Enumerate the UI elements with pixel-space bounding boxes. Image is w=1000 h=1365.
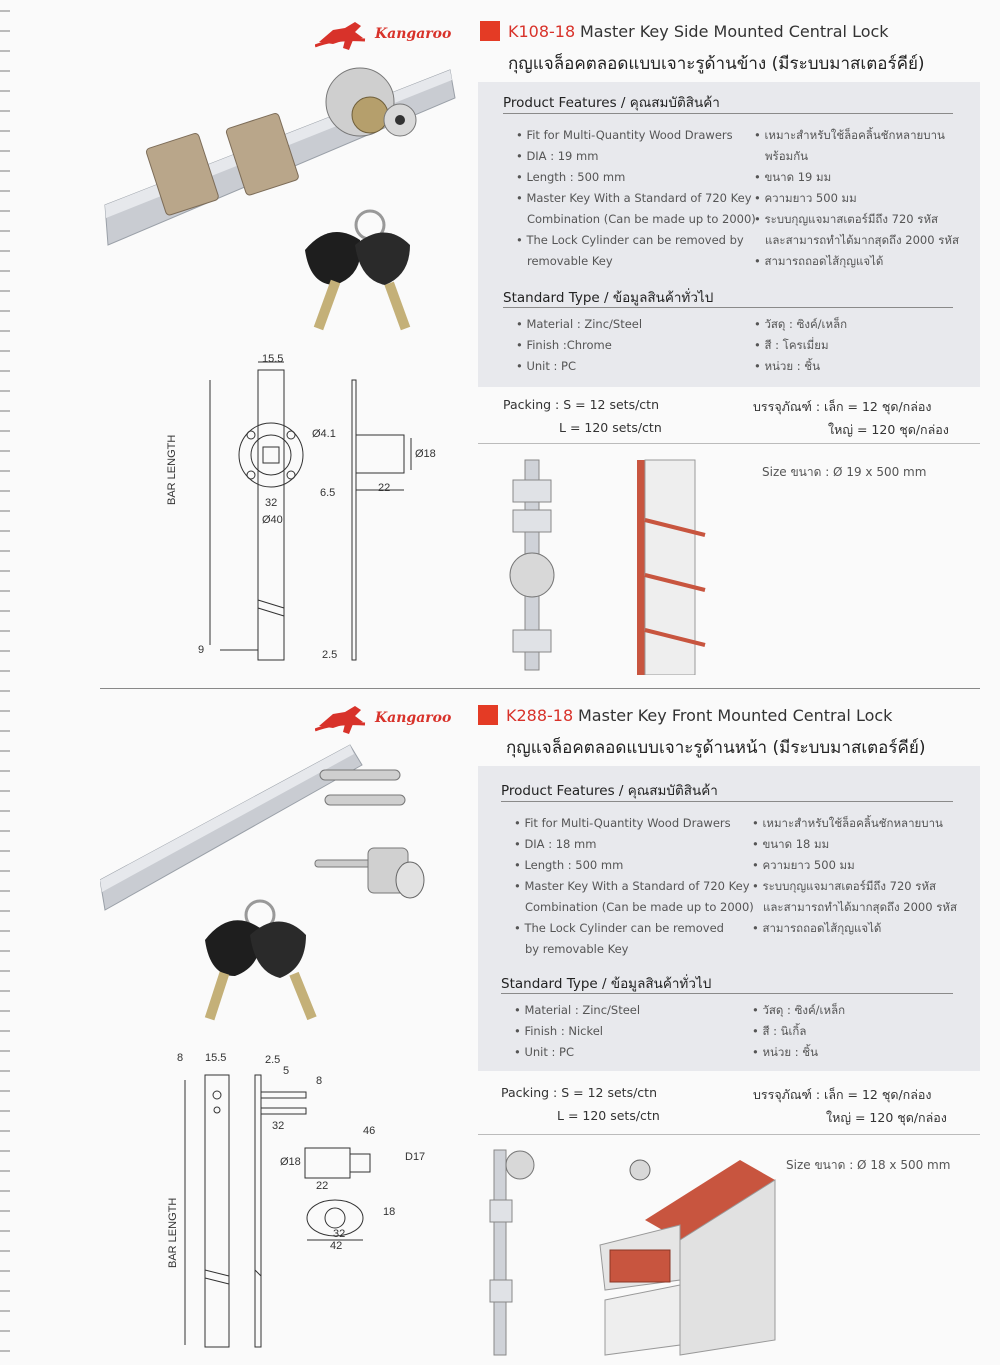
list-item: • เหมาะสำหรับใช้ล็อคลิ้นชักหลายบาน xyxy=(754,128,945,142)
dim-label: 18 xyxy=(383,1206,396,1218)
product-marker xyxy=(480,21,500,41)
list-item: • Fit for Multi-Quantity Wood Drawers xyxy=(514,816,731,830)
list-item: • วัสดุ : ซิงค์/เหล็ก xyxy=(752,1003,846,1017)
dim-label: 8 xyxy=(316,1075,323,1087)
features-heading: Product Features / คุณสมบัติสินค้า xyxy=(503,95,720,111)
list-item: • Length : 500 mm xyxy=(516,170,626,184)
list-item: • สามารถถอดไส้กุญแจได้ xyxy=(754,254,884,268)
list-item: • Unit : PC xyxy=(514,1045,574,1059)
list-item: • Finish : Nickel xyxy=(514,1024,604,1038)
technical-drawing xyxy=(170,1050,440,1355)
heading-rule xyxy=(503,113,953,114)
dim-label: Ø18 xyxy=(415,448,436,460)
heading-rule xyxy=(503,307,953,308)
packing-small: Packing : S = 12 sets/ctn xyxy=(501,1085,657,1100)
list-item: • Master Key With a Standard of 720 Key xyxy=(514,879,750,893)
packing-small-thai: บรรจุภัณฑ์ : เล็ก = 12 ชุด/กล่อง xyxy=(753,1087,932,1102)
list-item: และสามารถทำได้มากสุดถึง 2000 รหัส xyxy=(754,233,959,247)
dim-label: 8 xyxy=(177,1052,184,1064)
product-title: Master Key Side Mounted Central Lock xyxy=(580,22,889,41)
installation-illustration xyxy=(495,450,765,675)
dim-label: D17 xyxy=(405,1151,426,1163)
dim-label: 42 xyxy=(330,1240,343,1252)
dim-label: Ø40 xyxy=(262,514,283,526)
brand-name: Kangaroo xyxy=(375,710,452,726)
list-item: • หน่วย : ชิ้น xyxy=(752,1045,818,1059)
packing-large-thai: ใหญ่ = 120 ชุด/กล่อง xyxy=(826,1110,947,1125)
list-item: • ความยาว 500 มม xyxy=(752,858,855,872)
features-list-th xyxy=(752,813,974,939)
features-list-th xyxy=(754,125,974,272)
list-item: พร้อมกัน xyxy=(754,149,809,163)
product-code: K108-18 xyxy=(508,22,576,41)
product-code: K288-18 xyxy=(506,706,574,725)
packing-large: L = 120 sets/ctn xyxy=(557,1108,660,1123)
dim-label: Ø4.1 xyxy=(312,428,336,440)
list-item: • ระบบกุญแจมาสเตอร์มีถึง 720 รหัส xyxy=(754,212,939,226)
list-item: • เหมาะสำหรับใช้ล็อคลิ้นชักหลายบาน xyxy=(752,816,943,830)
list-item: • สี : โครเมี่ยม xyxy=(754,338,829,352)
list-item: Combination (Can be made up to 2000) xyxy=(514,900,754,914)
heading-rule xyxy=(501,801,953,802)
list-item: • Unit : PC xyxy=(516,359,576,373)
list-item: • Fit for Multi-Quantity Wood Drawers xyxy=(516,128,733,142)
product-photo xyxy=(100,740,460,1030)
heading-rule xyxy=(501,993,953,994)
list-item: • Length : 500 mm xyxy=(514,858,624,872)
product-marker xyxy=(478,705,498,725)
list-item: • DIA : 19 mm xyxy=(516,149,599,163)
standard-heading: Standard Type / ข้อมูลสินค้าทั่วไป xyxy=(503,290,714,306)
packing-small-thai: บรรจุภัณฑ์ : เล็ก = 12 ชุด/กล่อง xyxy=(753,399,932,414)
dim-label: 32 xyxy=(265,497,278,509)
packing-large-thai: ใหญ่ = 120 ชุด/กล่อง xyxy=(828,422,949,437)
list-item: • ความยาว 500 มม xyxy=(754,191,857,205)
product-title-thai: กุญแจล็อคตลอดแบบเจาะรูด้านหน้า (มีระบบมาสเตอร์คีย์) xyxy=(506,738,926,758)
features-list-en xyxy=(514,813,754,960)
dim-label: 22 xyxy=(378,482,391,494)
features-list-en xyxy=(516,125,756,272)
list-item: • Master Key With a Standard of 720 Key xyxy=(516,191,752,205)
standard-list-en xyxy=(514,1000,754,1063)
packing-large: L = 120 sets/ctn xyxy=(559,420,662,435)
installation-illustration xyxy=(480,1140,780,1360)
dim-label: 2.5 xyxy=(322,649,338,661)
spiral-binding xyxy=(0,0,10,1365)
dim-label: 15.5 xyxy=(262,353,284,365)
features-heading: Product Features / คุณสมบัติสินค้า xyxy=(501,783,718,799)
list-item: • The Lock Cylinder can be removed by xyxy=(516,233,744,247)
dim-label: 5 xyxy=(283,1065,290,1077)
standard-list-en xyxy=(516,314,756,377)
packing-rule xyxy=(478,1134,980,1135)
list-item: • หน่วย : ชิ้น xyxy=(754,359,820,373)
brand-name: Kangaroo xyxy=(375,26,452,42)
dim-label: 32 xyxy=(333,1228,346,1240)
list-item: • สามารถถอดไส้กุญแจได้ xyxy=(752,921,882,935)
list-item: • ระบบกุญแจมาสเตอร์มีถึง 720 รหัส xyxy=(752,879,937,893)
bar-length-label: BAR LENGTH xyxy=(167,1197,179,1268)
product-title-thai: กุญแจล็อคตลอดแบบเจาะรูด้านข้าง (มีระบบมาสเตอร์คีย์) xyxy=(508,54,925,74)
standard-list-th xyxy=(752,1000,974,1063)
packing-rule xyxy=(478,443,980,444)
dim-label: 15.5 xyxy=(205,1052,227,1064)
dim-label: 2.5 xyxy=(265,1054,281,1066)
list-item: by removable Key xyxy=(514,942,629,956)
section-divider xyxy=(100,688,980,689)
list-item: • ขนาด 18 มม xyxy=(752,837,830,851)
list-item: • Material : Zinc/Steel xyxy=(514,1003,641,1017)
size-label: Size ขนาด : Ø 19 x 500 mm xyxy=(762,465,927,479)
dim-label: 6.5 xyxy=(320,487,336,499)
list-item: และสามารถทำได้มากสุดถึง 2000 รหัส xyxy=(752,900,957,914)
technical-drawing xyxy=(195,350,445,670)
product-photo xyxy=(100,60,460,345)
dim-label: Ø18 xyxy=(280,1156,301,1168)
list-item: • ขนาด 19 มม xyxy=(754,170,832,184)
dim-label: 32 xyxy=(272,1120,285,1132)
list-item: • วัสดุ : ซิงค์/เหล็ก xyxy=(754,317,848,331)
list-item: • Finish :Chrome xyxy=(516,338,612,352)
size-label: Size ขนาด : Ø 18 x 500 mm xyxy=(786,1158,951,1172)
dim-label: 46 xyxy=(363,1125,376,1137)
list-item: • DIA : 18 mm xyxy=(514,837,597,851)
packing-small: Packing : S = 12 sets/ctn xyxy=(503,397,659,412)
bar-length-label: BAR LENGTH xyxy=(166,434,178,505)
dim-label: 9 xyxy=(198,644,205,656)
list-item: • สี : นิเกิ้ล xyxy=(752,1024,807,1038)
standard-list-th xyxy=(754,314,974,377)
list-item: removable Key xyxy=(516,254,613,268)
list-item: • The Lock Cylinder can be removed xyxy=(514,921,724,935)
standard-heading: Standard Type / ข้อมูลสินค้าทั่วไป xyxy=(501,976,712,992)
dim-label: 22 xyxy=(316,1180,329,1192)
list-item: Combination (Can be made up to 2000) xyxy=(516,212,756,226)
product-title: Master Key Front Mounted Central Lock xyxy=(578,706,893,725)
list-item: • Material : Zinc/Steel xyxy=(516,317,643,331)
